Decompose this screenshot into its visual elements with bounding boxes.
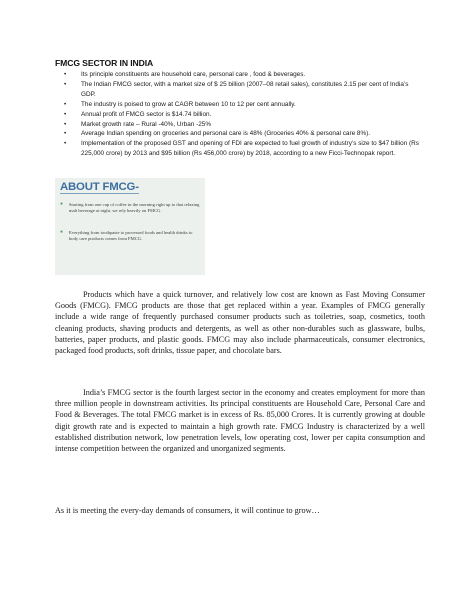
fmcg-facts-list: [64, 70, 424, 159]
about-item-text: Starting from one cup of coffee in the morning right up to that relaxing malt beverage at night, we rely heavily on FMCG.: [69, 202, 200, 214]
fact-item: • Annual profit of FMCG sector is $14.74 billion.: [64, 110, 424, 120]
bullet-icon: ●: [60, 202, 64, 207]
fact-item: • The Indian FMCG sector, with a market size of $ 25 billion (2007–08 retail sales), constitutes 2.15 per cent of India’s GDP.: [64, 80, 424, 100]
fact-item: • Implementation of the proposed GST and opening of FDI are expected to fuel growth of industry’s size to $47 billion (Rs 225,000 crore) by 2013 and $95 billion (Rs 456,000 crore) by 2018, according to a new Ficci-Technopak report.: [64, 139, 424, 159]
section-heading: FMCG SECTOR IN INDIA: [55, 58, 154, 68]
body-paragraph: Products which have a quick turnover, and relatively low cost are known as Fast Moving Consumer Goods (FMCG). FMCG products are those that get replaced within a year. Examples of FMCG generally include a wide range of frequently purchased consumer products such as toiletries, soap, cosmetics, tooth cleaning products, shaving products and detergents, as well as other non-durables such as glassware, bulbs, batteries, paper products, and plastic goods. FMCG may also include pharmaceuticals, consumer electronics, packaged food products, soft drinks, tissue paper, and chocolate bars.: [55, 290, 425, 356]
closing-paragraph: As it is meeting the every-day demands of consumers, it will continue to grow…: [55, 506, 320, 515]
about-item: [60, 230, 200, 243]
fact-item: • The industry is poised to grow at CAGR between 10 to 12 per cent annually.: [64, 100, 424, 110]
fact-item: • Average Indian spending on groceries and personal care is 48% (Groceries 40% & personal care 8%).: [64, 129, 424, 139]
about-item-text: Everything from toothpaste to processed foods and health drinks to body care products comes from FMCG.: [69, 230, 193, 242]
about-fmcg-slide-image: [55, 178, 205, 275]
about-fmcg-title: ABOUT FMCG-: [60, 181, 139, 193]
fact-item: • Market growth rate – Rural -40%, Urban -25%: [64, 120, 424, 130]
bullet-icon: ●: [60, 230, 64, 235]
about-item: [60, 202, 200, 215]
body-paragraph: India’s FMCG sector is the fourth largest sector in the economy and creates employment for more than three million people in downstream activities. Its principal constituents are Household Care, Personal Care and Food & Beverages. The total FMCG market is in excess of Rs. 85,000 Crores. It is currently growing at double digit growth rate and is expected to maintain a high growth rate. FMCG Industry is characterized by a well established distribution network, low penetration levels, low operating cost, lower per capita consumption and intense competition between the organized and unorganized segments.: [55, 388, 425, 454]
fact-item: • Its principle constituents are household care, personal care , food & beverages.: [64, 70, 424, 80]
